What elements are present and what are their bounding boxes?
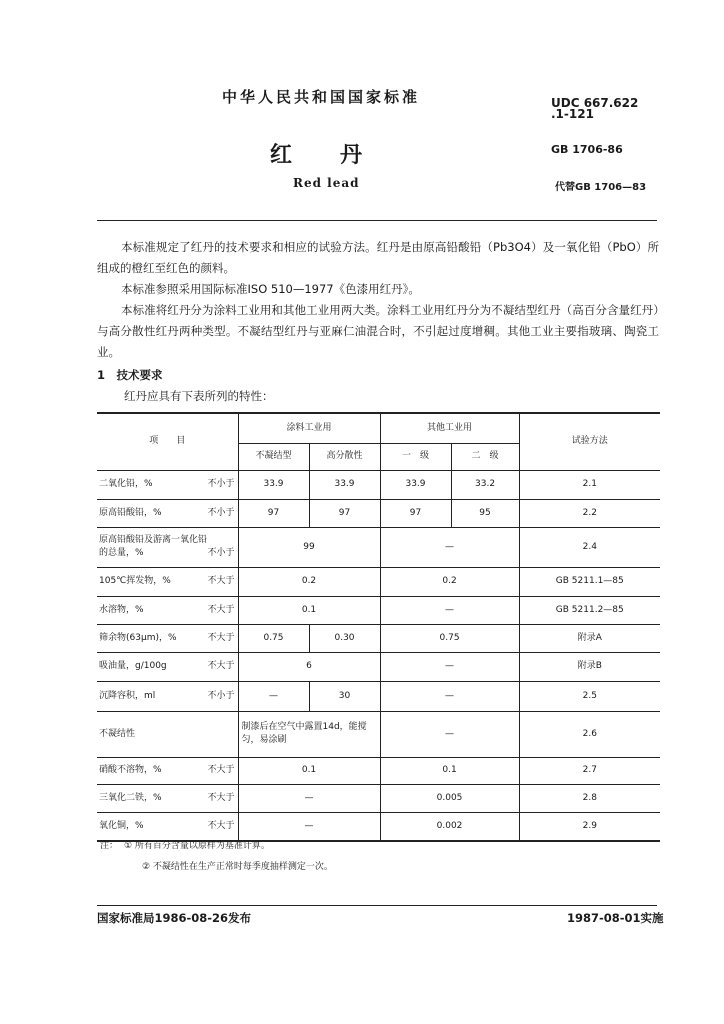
item-limit: 不小于 bbox=[207, 507, 235, 518]
udc-code: UDC 667.622 .1-121 bbox=[551, 96, 639, 121]
item-name: 三氧化二铁，% bbox=[99, 792, 162, 803]
value-cell: — bbox=[380, 652, 519, 681]
value-cell: — bbox=[380, 681, 519, 711]
value-cell: — bbox=[238, 681, 309, 711]
value-cell: 0.2 bbox=[238, 567, 380, 596]
item-limit: 不大于 bbox=[207, 792, 235, 803]
value-cell: 0.75 bbox=[380, 624, 519, 652]
value-cell: 33.2 bbox=[451, 470, 519, 499]
intro-paragraph-3: 本标准将红丹分为涂料工业用和其他工业用两大类。涂料工业用红丹分为不凝结型红丹（高百分含量红丹）与高分散性红丹两种类型。不凝结型红丹与亚麻仁油混合时，不引起过度增稠。其他工业主要指玻璃、陶瓷工业。 bbox=[97, 303, 659, 359]
method-cell: 2.2 bbox=[519, 499, 660, 527]
subheader-nonsetting: 不凝结型 bbox=[238, 443, 309, 470]
table-row bbox=[97, 784, 660, 812]
value-cell: 制漆后在空气中露置14d，能搅匀，易涂刷 bbox=[238, 711, 380, 757]
issue-date: 国家标准局1986-08-26发布 bbox=[97, 911, 252, 925]
item-limit: 不大于 bbox=[207, 820, 235, 831]
item-name: 沉降容积，ml bbox=[99, 690, 156, 701]
header-item: 项 目 bbox=[97, 413, 238, 470]
value-cell: 0.1 bbox=[380, 757, 519, 784]
method-cell: 2.9 bbox=[519, 812, 660, 841]
subheader-highdisp: 高分散性 bbox=[309, 443, 380, 470]
notes-label: 注： bbox=[100, 841, 119, 851]
item-limit: 不大于 bbox=[207, 576, 235, 586]
table-row bbox=[97, 711, 660, 757]
intro-paragraph-1: 本标准规定了红丹的技术要求和相应的试验方法。红丹是由原高铅酸铅（Pb3O4）及一氧化铅（PbO）所组成的橙红至红色的颜料。 bbox=[97, 240, 659, 275]
table-row bbox=[97, 757, 660, 784]
item-limit: 不小于 bbox=[207, 479, 235, 489]
item-name: 吸油量，g/100g bbox=[99, 661, 167, 671]
value-cell: 95 bbox=[451, 499, 519, 527]
item-name: 不凝结性 bbox=[99, 728, 136, 739]
item-limit: 不大于 bbox=[207, 765, 235, 775]
value-cell: 0.75 bbox=[238, 624, 309, 652]
value-cell: 33.9 bbox=[380, 470, 451, 499]
item-name: 硝酸不溶物，% bbox=[99, 765, 162, 775]
method-cell: GB 5211.2—85 bbox=[519, 596, 660, 624]
value-cell: — bbox=[380, 596, 519, 624]
value-cell: 0.005 bbox=[380, 784, 519, 812]
value-cell: 99 bbox=[238, 527, 380, 567]
value-cell: — bbox=[380, 527, 519, 567]
method-cell: 2.5 bbox=[519, 681, 660, 711]
value-cell: 30 bbox=[309, 681, 380, 711]
value-cell: 0.1 bbox=[238, 596, 380, 624]
intro-paragraph-2: 本标准参照采用国际标准ISO 510—1977《色漆用红丹》。 bbox=[121, 282, 420, 296]
gb-code: GB 1706-86 bbox=[551, 143, 623, 156]
table-row bbox=[97, 812, 660, 841]
table-row bbox=[97, 499, 660, 527]
document-title-cn: 红丹 bbox=[270, 143, 411, 168]
item-name: 原高铅酸铅及游离一氧化铅 bbox=[99, 535, 208, 545]
item-limit: 不小于 bbox=[207, 690, 235, 701]
document-title-en: Red lead bbox=[293, 176, 360, 190]
table-row bbox=[97, 624, 660, 652]
item-name-cont: 的总量，% bbox=[99, 548, 144, 558]
subheader-grade2: 二 级 bbox=[451, 443, 519, 470]
method-cell: GB 5211.1—85 bbox=[519, 567, 660, 596]
subheader-grade1: 一 级 bbox=[380, 443, 451, 470]
method-cell: 2.4 bbox=[519, 527, 660, 567]
value-cell: 0.30 bbox=[309, 624, 380, 652]
value-cell: 0.002 bbox=[380, 812, 519, 841]
item-name: 原高铅酸铅，% bbox=[99, 507, 162, 518]
header-coating: 涂料工业用 bbox=[238, 413, 380, 443]
table-row bbox=[97, 596, 660, 624]
value-cell: 33.9 bbox=[238, 470, 309, 499]
footer-divider bbox=[97, 905, 657, 906]
method-cell: 2.7 bbox=[519, 757, 660, 784]
note-1: ① 所有百分含量以原样为基准计算。 bbox=[124, 841, 270, 851]
section-1-heading: 1 技术要求 bbox=[97, 368, 163, 382]
item-name: 105℃挥发物，% bbox=[99, 576, 171, 586]
value-cell: 97 bbox=[309, 499, 380, 527]
table-row bbox=[97, 567, 660, 596]
section-1-intro: 红丹应具有下表所列的特性： bbox=[124, 389, 274, 403]
item-name: 水溶物，% bbox=[99, 604, 144, 615]
table-row bbox=[97, 681, 660, 711]
item-limit: 不小于 bbox=[207, 548, 235, 558]
method-cell: 2.1 bbox=[519, 470, 660, 499]
item-limit: 不大于 bbox=[207, 632, 235, 643]
spec-table bbox=[97, 412, 660, 842]
method-cell: 附录B bbox=[519, 652, 660, 681]
value-cell: 33.9 bbox=[309, 470, 380, 499]
table-row bbox=[97, 652, 660, 681]
header-method: 试验方法 bbox=[519, 413, 660, 470]
item-limit: 不大于 bbox=[207, 661, 235, 671]
method-cell: 附录A bbox=[519, 624, 660, 652]
item-name: 筛余物(63μm)，% bbox=[99, 632, 177, 643]
note-2: ② 不凝结性在生产正常时每季度抽样测定一次。 bbox=[142, 862, 333, 872]
method-cell: 2.8 bbox=[519, 784, 660, 812]
effective-date: 1987-08-01实施 bbox=[567, 911, 664, 925]
item-limit: 不大于 bbox=[207, 604, 235, 615]
value-cell: 97 bbox=[380, 499, 451, 527]
item-name: 氧化铜，% bbox=[99, 820, 144, 831]
header-divider bbox=[97, 220, 657, 221]
header-other: 其他工业用 bbox=[380, 413, 519, 443]
standard-type-heading: 中华人民共和国国家标准 bbox=[222, 88, 421, 106]
table-row bbox=[97, 527, 660, 567]
replaces-code: 代替GB 1706—83 bbox=[555, 182, 647, 193]
item-name: 二氧化铅，% bbox=[99, 479, 153, 489]
value-cell: 97 bbox=[238, 499, 309, 527]
value-cell: — bbox=[238, 812, 380, 841]
value-cell: — bbox=[238, 784, 380, 812]
value-cell: 0.2 bbox=[380, 567, 519, 596]
value-cell: — bbox=[380, 711, 519, 757]
method-cell: 2.6 bbox=[519, 711, 660, 757]
table-row bbox=[97, 470, 660, 499]
value-cell: 6 bbox=[238, 652, 380, 681]
value-cell: 0.1 bbox=[238, 757, 380, 784]
